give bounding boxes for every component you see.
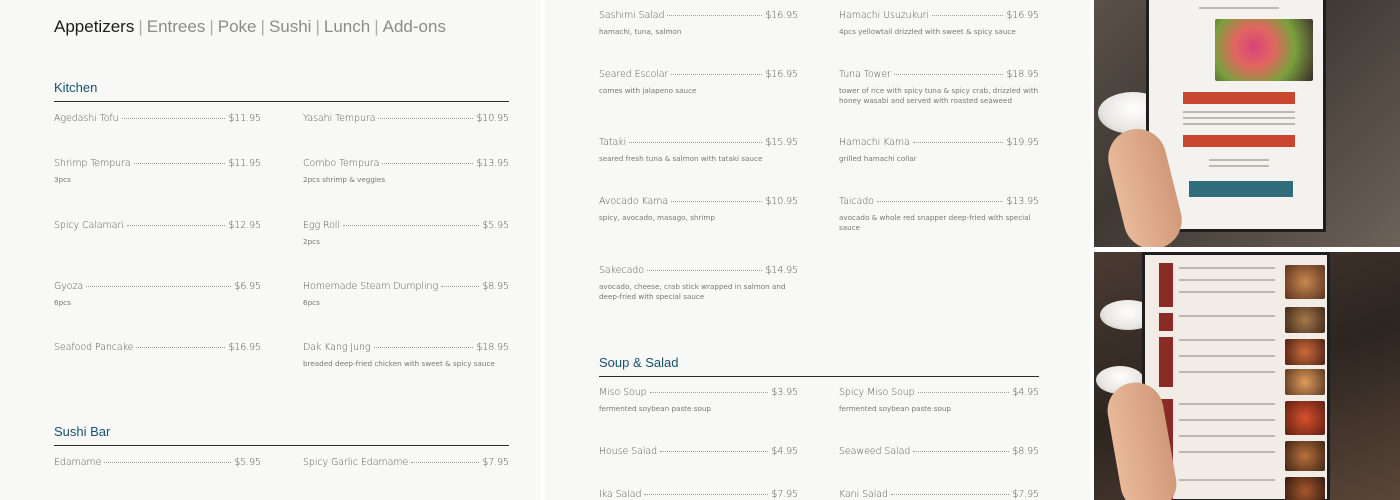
menu-item xyxy=(54,281,261,308)
dot-leader xyxy=(86,286,231,287)
item-price: $8.95 xyxy=(482,281,509,292)
item-price: $10.95 xyxy=(476,113,509,124)
dot-leader xyxy=(647,270,762,271)
menu-text-line xyxy=(1183,111,1295,113)
menu-item xyxy=(599,265,798,302)
menu-item xyxy=(599,489,798,500)
item-description: seared fresh tuna & salmon with tataki sauce xyxy=(599,154,763,163)
poke-bowl-image xyxy=(1215,19,1313,81)
item-name: Edamame xyxy=(54,457,102,468)
menu-text-line xyxy=(1179,419,1275,421)
dot-leader xyxy=(644,494,768,495)
dot-leader xyxy=(411,462,479,463)
item-name: Dak Kang Jung xyxy=(303,342,371,353)
menu-text-line xyxy=(1183,117,1295,119)
item-name: Agedashi Tofu xyxy=(54,113,119,124)
dot-leader xyxy=(441,286,479,287)
dot-leader xyxy=(891,494,1009,495)
item-name: Egg Roll xyxy=(303,220,340,231)
menu-item xyxy=(599,446,798,457)
item-price: $18.95 xyxy=(476,342,509,353)
dish-image xyxy=(1285,441,1325,471)
item-name: Miso Soup xyxy=(599,387,647,398)
menu-item xyxy=(599,137,798,164)
dot-leader xyxy=(382,163,473,164)
tab-lunch[interactable]: Lunch xyxy=(323,17,371,36)
tab-entrees[interactable]: Entrees xyxy=(146,17,206,36)
dot-leader xyxy=(932,15,1003,16)
menu-photo-top[interactable] xyxy=(1094,0,1400,247)
dot-leader xyxy=(913,142,1004,143)
item-name: Spicy Garlic Edamame xyxy=(303,457,409,468)
item-name: Spicy Calamari xyxy=(54,220,124,231)
item-name: Sakecado xyxy=(599,265,644,276)
item-price: $7.95 xyxy=(482,457,509,468)
item-price: $13.95 xyxy=(476,158,509,169)
menu-text-line xyxy=(1199,7,1279,9)
menu-item xyxy=(599,387,798,414)
menu-band xyxy=(1159,337,1173,387)
item-description: 6pcs xyxy=(54,298,71,307)
item-name: Tuna Tower xyxy=(839,69,891,80)
item-price: $7.95 xyxy=(1012,489,1039,500)
section-divider xyxy=(599,376,1039,377)
menu-text-line xyxy=(1179,279,1275,281)
item-price: $15.95 xyxy=(765,137,798,148)
item-description: 2pcs xyxy=(303,237,320,246)
item-price: $6.95 xyxy=(234,281,261,292)
item-price: $7.95 xyxy=(771,489,798,500)
menu-text-line xyxy=(1179,403,1275,405)
item-description: 4pcs yellowtail drizzled with sweet & spicy sauce xyxy=(839,27,1016,36)
item-price: $11.95 xyxy=(228,113,261,124)
menu-band xyxy=(1189,181,1293,197)
menu-text-line xyxy=(1179,451,1275,453)
dot-leader xyxy=(667,15,762,16)
menu-band xyxy=(1159,313,1173,331)
dish-image xyxy=(1285,265,1325,299)
menu-band xyxy=(1183,135,1295,147)
menu-text-line xyxy=(1179,315,1275,317)
dot-leader xyxy=(894,74,1004,75)
item-price: $12.95 xyxy=(228,220,261,231)
dish-image xyxy=(1285,369,1325,395)
dot-leader xyxy=(918,392,1010,393)
item-name: House Salad xyxy=(599,446,658,457)
item-name: Spicy Miso Soup xyxy=(839,387,915,398)
nav-separator: | xyxy=(209,17,214,36)
menu-item xyxy=(839,446,1039,457)
menu-item xyxy=(839,489,1039,500)
item-price: $4.95 xyxy=(771,446,798,457)
section-title-kitchen: Kitchen xyxy=(54,80,98,95)
item-price: $16.95 xyxy=(765,69,798,80)
item-price: $11.95 xyxy=(228,158,261,169)
dot-leader xyxy=(650,392,769,393)
dish-image xyxy=(1285,477,1325,500)
dot-leader xyxy=(660,451,768,452)
item-name: Avocado Kama xyxy=(599,196,669,207)
item-description: 6pcs xyxy=(303,298,320,307)
dish-image xyxy=(1285,401,1325,435)
item-name: Shrimp Tempura xyxy=(54,158,131,169)
menu-item xyxy=(54,457,261,468)
menu-item xyxy=(54,113,261,124)
item-price: $10.95 xyxy=(765,196,798,207)
menu-text-line xyxy=(1209,159,1269,161)
dot-leader xyxy=(374,347,474,348)
section-title-soup-salad: Soup & Salad xyxy=(599,355,679,370)
menu-text-line xyxy=(1179,267,1275,269)
menu-item xyxy=(839,69,1039,106)
item-name: Seared Escolar xyxy=(599,69,669,80)
dot-leader xyxy=(127,225,226,226)
item-price: $16.95 xyxy=(765,10,798,21)
menu-item xyxy=(54,220,261,231)
item-description: comes with jalapeno sauce xyxy=(599,86,697,95)
menu-panel-middle xyxy=(545,0,1090,500)
dot-leader xyxy=(104,462,231,463)
item-description: 2pcs shrimp & veggies xyxy=(303,175,386,184)
item-name: Hamachi Usuzukuri xyxy=(839,10,929,21)
dot-leader xyxy=(343,225,479,226)
tab-add-ons[interactable]: Add-ons xyxy=(382,17,446,36)
item-price: $13.95 xyxy=(1006,196,1039,207)
menu-item xyxy=(303,281,509,308)
item-price: $16.95 xyxy=(1006,10,1039,21)
item-name: Hamachi Kama xyxy=(839,137,910,148)
item-price: $4.95 xyxy=(1012,387,1039,398)
item-name: Yasahi Tempura xyxy=(303,113,376,124)
menu-item xyxy=(303,220,509,247)
item-price: $18.95 xyxy=(1006,69,1039,80)
menu-text-line xyxy=(1179,339,1275,341)
dot-leader xyxy=(122,118,226,119)
item-description: spicy, avocado, masago, shrimp xyxy=(599,213,715,222)
item-description: avocado, cheese, crab stick wrapped in salmon and deep-fried with special sauce xyxy=(599,282,786,301)
dot-leader xyxy=(671,74,762,75)
menu-band xyxy=(1183,92,1295,104)
menu-item xyxy=(303,342,509,369)
menu-item xyxy=(839,196,1039,233)
category-nav xyxy=(54,17,446,37)
item-name: Taicado xyxy=(839,196,874,207)
dot-leader xyxy=(671,201,762,202)
tab-appetizers[interactable]: Appetizers xyxy=(54,17,135,36)
menu-item xyxy=(839,387,1039,414)
menu-item xyxy=(599,10,798,37)
menu-item xyxy=(303,113,509,124)
dot-leader xyxy=(136,347,225,348)
item-description: tower of rice with spicy tuna & spicy crab, drizzled with honey wasabi and served with roasted seaweed xyxy=(839,86,1039,105)
item-description: 3pcs xyxy=(54,175,71,184)
menu-item xyxy=(839,137,1039,164)
menu-text-line xyxy=(1183,123,1295,125)
menu-text-line xyxy=(1179,355,1275,357)
item-name: Gyoza xyxy=(54,281,84,292)
menu-text-line xyxy=(1179,479,1275,481)
item-price: $3.95 xyxy=(771,387,798,398)
dot-leader xyxy=(913,451,1009,452)
menu-item xyxy=(599,69,798,96)
nav-separator: | xyxy=(260,17,265,36)
dot-leader xyxy=(629,142,762,143)
item-name: Sashimi Salad xyxy=(599,10,665,21)
tab-poke[interactable]: Poke xyxy=(217,17,257,36)
item-price: $5.95 xyxy=(482,220,509,231)
menu-item xyxy=(54,158,261,185)
tab-sushi[interactable]: Sushi xyxy=(268,17,312,36)
item-name: Homemade Steam Dumpling xyxy=(303,281,439,292)
item-description: grilled hamachi collar xyxy=(839,154,917,163)
item-price: $5.95 xyxy=(234,457,261,468)
item-description: fermented soybean paste soup xyxy=(599,404,711,413)
section-title-sushi-bar: Sushi Bar xyxy=(54,424,111,439)
item-name: Kani Salad xyxy=(839,489,888,500)
menu-text-line xyxy=(1209,165,1269,167)
item-price: $14.95 xyxy=(765,265,798,276)
dot-leader xyxy=(378,118,473,119)
item-name: Seafood Pancake xyxy=(54,342,134,353)
item-description: hamachi, tuna, salmon xyxy=(599,27,682,36)
menu-band xyxy=(1159,263,1173,307)
item-price: $8.95 xyxy=(1012,446,1039,457)
menu-text-line xyxy=(1179,291,1275,293)
item-price: $16.95 xyxy=(228,342,261,353)
item-name: Combo Tempura xyxy=(303,158,380,169)
menu-item xyxy=(54,342,261,353)
item-name: Ika Salad xyxy=(599,489,642,500)
section-divider xyxy=(54,445,509,446)
item-description: avocado & whole red snapper deep-fried with special sauce xyxy=(839,213,1031,232)
item-description: breaded deep-fried chicken with sweet & spicy sauce xyxy=(303,359,495,368)
item-name: Seaweed Salad xyxy=(839,446,911,457)
item-price: $19.95 xyxy=(1006,137,1039,148)
menu-panel-left xyxy=(0,0,541,500)
dish-image xyxy=(1285,339,1325,365)
menu-item xyxy=(303,457,509,468)
item-description: fermented soybean paste soup xyxy=(839,404,951,413)
item-name: Tataki xyxy=(599,137,627,148)
nav-separator: | xyxy=(315,17,320,36)
menu-text-line xyxy=(1179,371,1275,373)
menu-item xyxy=(839,10,1039,37)
menu-item xyxy=(599,196,798,223)
dish-image xyxy=(1285,307,1325,333)
menu-item xyxy=(303,158,509,185)
section-divider xyxy=(54,101,509,102)
nav-separator: | xyxy=(374,17,379,36)
menu-text-line xyxy=(1179,435,1275,437)
nav-separator: | xyxy=(138,17,143,36)
dot-leader xyxy=(134,163,226,164)
menu-photo-bottom[interactable] xyxy=(1094,252,1400,500)
dot-leader xyxy=(877,201,1003,202)
